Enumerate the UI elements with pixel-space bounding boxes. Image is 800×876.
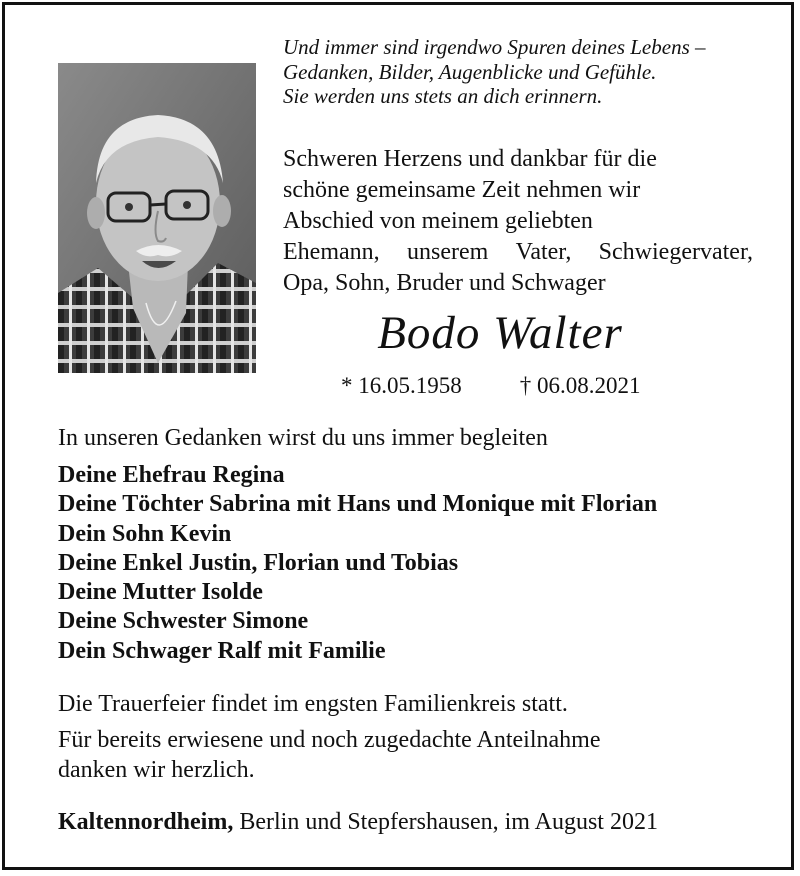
family-list	[58, 461, 657, 666]
poem-line: Und immer sind irgendwo Spuren deines Lebens –	[283, 35, 706, 59]
intro-word: unserem	[406, 239, 489, 265]
intro-line: Abschied von meinem geliebten	[283, 208, 593, 234]
family-member: Deine Töchter Sabrina mit Hans und Monique mit Florian	[58, 491, 658, 518]
poem	[283, 35, 783, 109]
intro-word: Ehemann,	[283, 239, 380, 265]
closing-text	[58, 689, 600, 785]
family-member: Deine Schwester Simone	[58, 608, 309, 635]
intro-word: Vater,	[515, 239, 572, 265]
tagline: In unseren Gedanken wirst du uns immer begleiten	[58, 425, 548, 451]
intro-line-justified	[283, 237, 753, 268]
poem-line: Gedanken, Bilder, Augenblicke und Gefühle.	[283, 59, 657, 84]
poem-line: Sie werden uns stets an dich erinnern.	[283, 84, 603, 108]
portrait-photo	[58, 63, 256, 373]
family-member: Dein Sohn Kevin	[58, 520, 232, 547]
place-date	[58, 807, 658, 837]
birth-date: * 16.05.1958	[341, 373, 462, 398]
intro-line: Opa, Sohn, Bruder und Schwager	[283, 270, 606, 296]
intro-text	[283, 144, 763, 299]
family-member: Dein Schwager Ralf mit Familie	[58, 637, 386, 664]
closing-line: danken wir herzlich.	[58, 757, 255, 783]
intro-line: Schweren Herzens und dankbar für die	[283, 146, 657, 172]
life-dates	[341, 371, 641, 401]
closing-line: Für bereits erwiesene und noch zugedachte Anteilnahme	[58, 727, 601, 753]
place-rest: Berlin und Stepfershausen, im August 2021	[233, 809, 658, 835]
obituary-frame	[2, 2, 794, 870]
intro-line: schöne gemeinsame Zeit nehmen wir	[283, 177, 641, 203]
family-member: Deine Ehefrau Regina	[58, 462, 285, 488]
closing-line: Die Trauerfeier findet im engsten Familienkreis statt.	[58, 691, 568, 717]
deceased-name: Bodo Walter	[377, 307, 623, 359]
place-bold: Kaltennordheim,	[58, 809, 234, 835]
death-date: † 06.08.2021	[519, 373, 641, 398]
intro-word: Schwiegervater,	[598, 239, 753, 265]
family-member: Deine Enkel Justin, Florian und Tobias	[58, 549, 459, 576]
family-member: Deine Mutter Isolde	[58, 579, 263, 606]
